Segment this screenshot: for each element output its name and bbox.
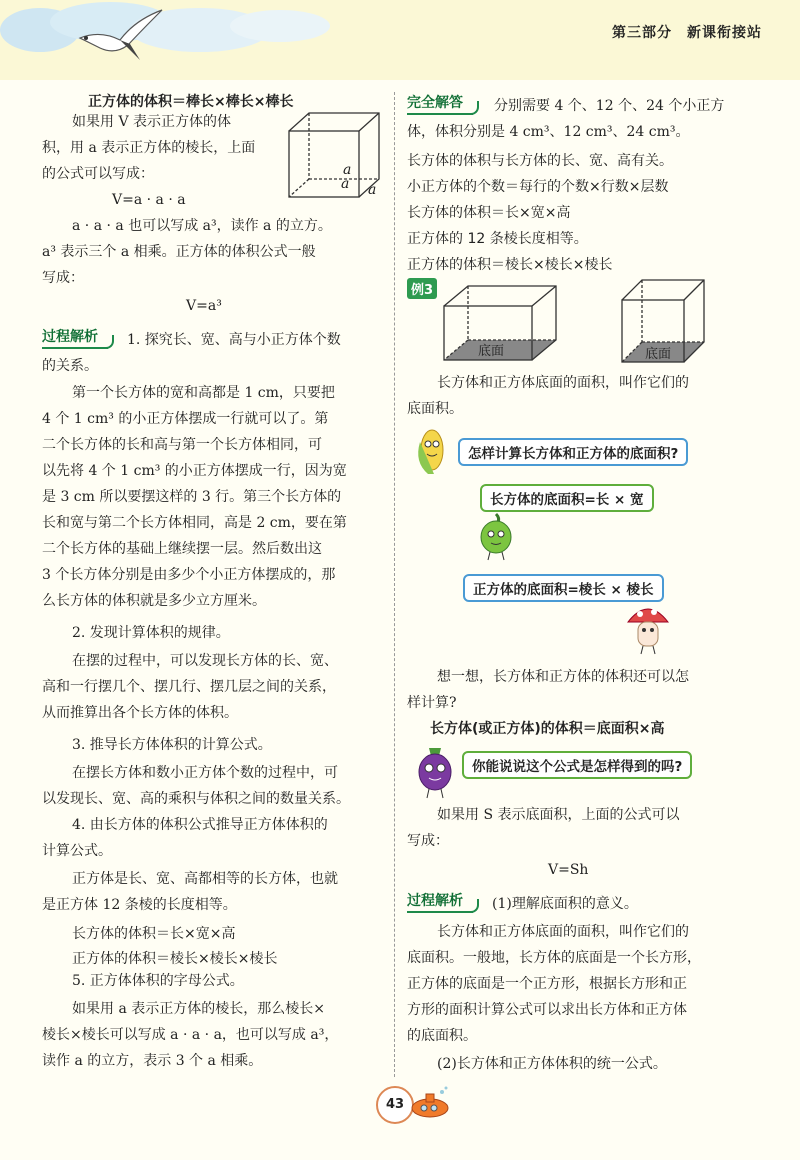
answer-line-7: 正方体的体积＝棱长×棱长×棱长	[407, 257, 613, 273]
a3-line-3: 写成：	[42, 270, 84, 286]
step5-line: 棱长×棱长可以写成 a · a · a，也可以写成 a³，	[42, 1027, 339, 1043]
a3-line-2: a³ 表示三个 a 相乘。正方体的体积公式一般	[42, 244, 316, 260]
step1-line: 长和宽与第二个长方体相同，高是 2 cm，要在第	[42, 515, 347, 531]
step1-line: 以先将 4 个 1 cm³ 的小正方体摆成一行，因为宽	[42, 463, 347, 479]
cube-edge-label-3: a	[368, 182, 377, 198]
corn-mascot-icon	[412, 422, 452, 480]
example-text-1: 长方体和正方体底面的面积，叫作它们的	[437, 375, 689, 391]
intro-line-1: 如果用 V 表示正方体的体	[72, 114, 232, 130]
step5-line: 如果用 a 表示正方体的棱长，那么棱长×	[72, 1001, 325, 1017]
answer-line-6: 正方体的 12 条棱长度相等。	[407, 231, 588, 247]
formula-v-aaa: V=a · a · a	[112, 192, 186, 208]
answer-line-4: 小正方体的个数＝每行的个数×行数×层数	[407, 179, 669, 195]
step2-line: 高和一行摆几个、摆几行、摆几层之间的关系，	[42, 679, 336, 695]
submarine-icon	[408, 1086, 452, 1120]
step1-line: 么长方体的体积就是多少立方厘米。	[42, 593, 266, 609]
page-number: 43	[376, 1086, 414, 1124]
example-3-tag: 例3	[407, 278, 437, 299]
explain-formula-bubble: 你能说说这个公式是怎样得到的吗?	[462, 751, 692, 779]
step1-line: 二个长方体的基础上继续摆一层。然后数出这	[42, 541, 322, 557]
step2-title: 2. 发现计算体积的规律。	[72, 625, 230, 641]
step4-line: 正方体是长、宽、高都相等的长方体，也就	[72, 871, 338, 887]
part1-line: 正方体的底面是一个正方形，根据长方形和正	[407, 976, 687, 992]
step1-line: 第一个长方体的宽和高都是 1 cm，只要把	[72, 385, 335, 401]
part1-title: (1)理解底面积的意义。	[492, 896, 638, 912]
tag-full-answer: 完全解答	[407, 92, 473, 115]
answer-line-5: 长方体的体积＝长×宽×高	[407, 205, 571, 221]
cube-base-area-bubble: 正方体的底面积=棱长 × 棱长	[463, 574, 664, 602]
eggplant-mascot-icon	[413, 744, 457, 800]
part1-line: 的底面积。	[407, 1028, 477, 1044]
step5-line: 读作 a 的立方，表示 3 个 a 相乘。	[42, 1053, 263, 1069]
step2-line: 从而推算出各个长方体的体积。	[42, 705, 238, 721]
cube-edge-label-1: a	[343, 162, 352, 178]
mushroom-mascot-icon	[625, 600, 671, 656]
question-bubble: 怎样计算长方体和正方体的底面积?	[458, 438, 688, 466]
part1-line: 底面积。一般地，长方体的底面是一个长方形，	[407, 950, 701, 966]
part1-line: 方形的面积计算公式可以求出长方体和正方体	[407, 1002, 687, 1018]
rect-base-area-bubble: 长方体的底面积=长 × 宽	[480, 484, 654, 512]
s-text-line-1: 如果用 S 表示底面积，上面的公式可以	[437, 807, 680, 823]
s-text-line-2: 写成：	[407, 833, 449, 849]
part2-title: (2)长方体和正方体体积的统一公式。	[437, 1056, 667, 1072]
tag-process-analysis-right: 过程解析	[407, 890, 473, 913]
step1-line: 是 3 cm 所以要摆这样的 3 行。第三个长方体的	[42, 489, 342, 505]
step1-title-cont: 的关系。	[42, 358, 98, 374]
section-title: 第三部分 新课衔接站	[612, 25, 762, 41]
tag-process-analysis: 过程解析	[42, 326, 108, 349]
step1-title: 1. 探究长、宽、高与小正方体个数	[127, 332, 341, 348]
formula-base-height: 长方体(或正方体)的体积＝底面积×高	[430, 721, 665, 737]
cube-edge-label-2: a	[341, 176, 350, 192]
step4-line: 是正方体 12 条棱的长度相等。	[42, 897, 237, 913]
cube-base-label: 底面	[645, 347, 672, 362]
part1-line: 长方体和正方体底面的面积，叫作它们的	[437, 924, 689, 940]
step4-formula-rect: 长方体的体积＝长×宽×高	[72, 926, 236, 942]
intro-line-2: 积，用 a 表示正方体的棱长，上面	[42, 140, 256, 156]
column-divider	[394, 92, 395, 1077]
step5-title: 5. 正方体体积的字母公式。	[72, 973, 244, 989]
example-text-2: 底面积。	[407, 401, 463, 417]
a3-line-1: a · a · a 也可以写成 a³，读作 a 的立方。	[72, 218, 332, 234]
step3-title: 3. 推导长方体体积的计算公式。	[72, 737, 272, 753]
intro-line-3: 的公式可以写成：	[42, 166, 154, 182]
think-line-2: 样计算?	[407, 695, 457, 711]
step2-line: 在摆的过程中，可以发现长方体的长、宽、	[72, 653, 338, 669]
step1-line: 二个长方体的长和高与第一个长方体相同，可	[42, 437, 322, 453]
step3-line: 以发现长、宽、高的乘积与体积之间的数量关系。	[42, 791, 350, 807]
step4-title-cont: 计算公式。	[42, 843, 112, 859]
answer-line-3: 长方体的体积与长方体的长、宽、高有关。	[407, 153, 673, 169]
think-line-1: 想一想，长方体和正方体的体积还可以怎	[437, 669, 689, 685]
answer-line-1: 分别需要 4 个、12 个、24 个小正方	[494, 98, 725, 114]
answer-line-2: 体，体积分别是 4 cm³、12 cm³、24 cm³。	[407, 124, 690, 140]
step4-formula-cube: 正方体的体积＝棱长×棱长×棱长	[72, 951, 278, 967]
heading-cube-volume: 正方体的体积＝棒长×棒长×棒长	[88, 94, 294, 110]
step4-title: 4. 由长方体的体积公式推导正方体体积的	[72, 817, 328, 833]
step1-line: 4 个 1 cm³ 的小正方体摆成一行就可以了。第	[42, 411, 329, 427]
pepper-mascot-icon	[476, 512, 516, 562]
cuboid-base-label: 底面	[478, 344, 505, 359]
formula-v-sh: V=Sh	[548, 862, 589, 878]
formula-v-a3: V=a³	[186, 298, 222, 314]
sky-bird-decoration	[0, 0, 330, 70]
step3-line: 在摆长方体和数小正方体个数的过程中，可	[72, 765, 338, 781]
step1-line: 3 个长方体分别是由多少个小正方体摆成的，那	[42, 567, 336, 583]
